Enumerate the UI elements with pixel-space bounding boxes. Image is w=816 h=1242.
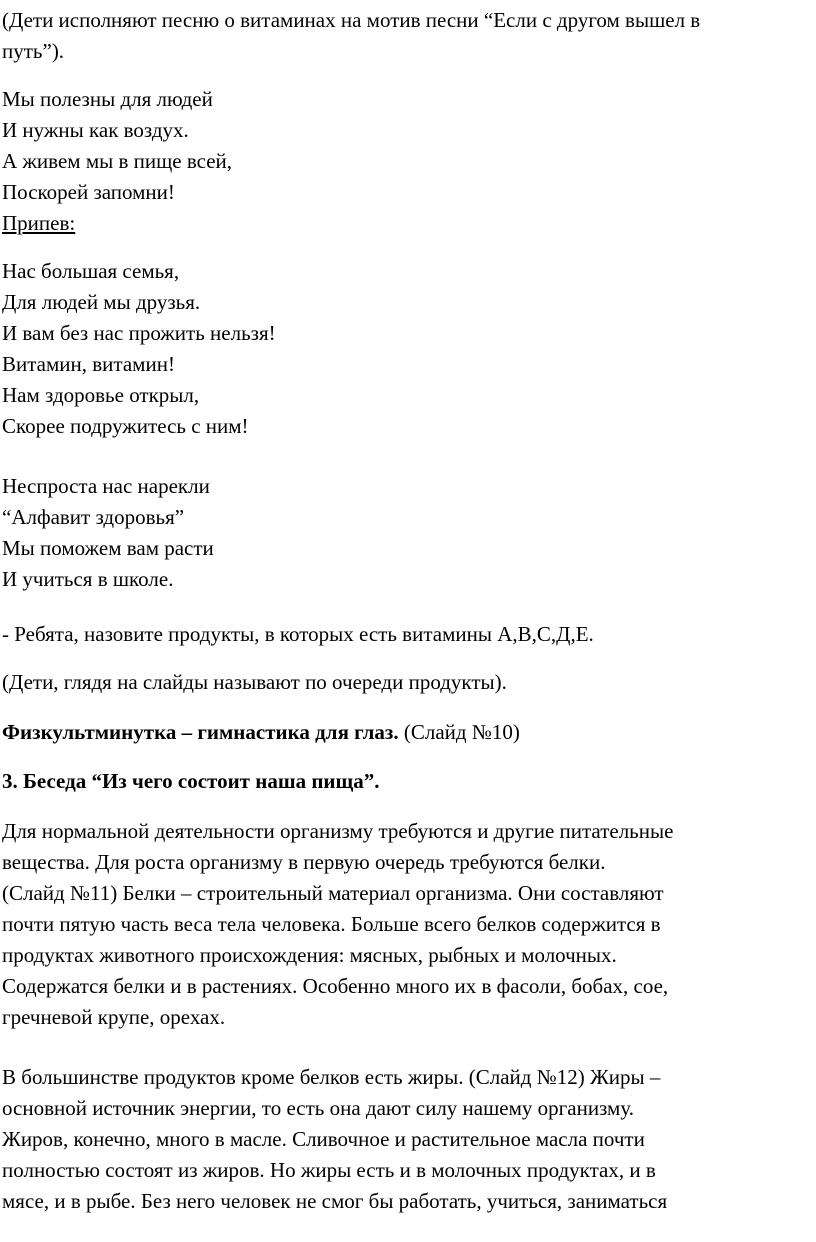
paragraph-line: продуктах животного происхождения: мясных, рыбных и молочных. xyxy=(2,943,617,967)
paragraph-line: В большинстве продуктов кроме белков есть жиры. (Слайд №12) Жиры – xyxy=(2,1065,661,1089)
song-verse-1 xyxy=(2,84,814,239)
verse-line: И учиться в школе. xyxy=(2,567,174,591)
paragraph-line: полностью состоят из жиров. Но жиры есть и в молочных продуктах, и в xyxy=(2,1158,656,1182)
intro-paragraph xyxy=(2,5,814,67)
song-verse-2 xyxy=(2,471,814,595)
fizminutka-line xyxy=(2,717,814,748)
intro-line: (Дети исполняют песню о витаминах на мотив песни “Если с другом вышел в xyxy=(2,8,701,32)
fizminutka-title: Физкультминутка – гимнастика для глаз. xyxy=(2,720,399,744)
chorus-line: И вам без нас прожить нельзя! xyxy=(2,321,276,345)
paragraph-line: вещества. Для роста организму в первую очередь требуются белки. xyxy=(2,850,606,874)
intro-line: путь”). xyxy=(2,39,65,63)
paragraph-line: основной источник энергии, то есть она дают силу нашему организму. xyxy=(2,1096,634,1120)
fats-paragraph xyxy=(2,1062,814,1217)
proteins-paragraph xyxy=(2,816,814,1033)
answer-text: (Дети, глядя на слайды называют по очереди продукты). xyxy=(2,670,507,694)
verse-line: И нужны как воздух. xyxy=(2,118,189,142)
paragraph-line: Содержатся белки и в растениях. Особенно много их в фасоли, бобах, сое, xyxy=(2,974,669,998)
song-chorus xyxy=(2,256,814,442)
section-heading: 3. Беседа “Из чего состоит наша пища”. xyxy=(2,769,380,793)
paragraph-line: мясе, и в рыбе. Без него человек не смог бы работать, учиться, заниматься xyxy=(2,1189,668,1213)
verse-line: Неспроста нас нарекли xyxy=(2,474,210,498)
verse-line: А живем мы в пище всей, xyxy=(2,149,233,173)
chorus-line: Скорее подружитесь с ним! xyxy=(2,414,249,438)
teacher-question xyxy=(2,619,814,650)
refrain-label: Припев: xyxy=(2,211,76,235)
verse-line: Мы полезны для людей xyxy=(2,87,213,111)
paragraph-line: (Слайд №11) Белки – строительный материал организма. Они составляют xyxy=(2,881,664,905)
paragraph-line: гречневой крупе, орехах. xyxy=(2,1005,226,1029)
paragraph-line: почти пятую часть веса тела человека. Больше всего белков содержится в xyxy=(2,912,661,936)
verse-line: “Алфавит здоровья” xyxy=(2,505,185,529)
chorus-line: Нам здоровье открыл, xyxy=(2,383,200,407)
chorus-line: Для людей мы друзья. xyxy=(2,290,201,314)
chorus-line: Витамин, витамин! xyxy=(2,352,175,376)
paragraph-line: Жиров, конечно, много в масле. Сливочное и растительное масла почти xyxy=(2,1127,645,1151)
fizminutka-text xyxy=(2,717,814,748)
verse-line: Поскорей запомни! xyxy=(2,180,175,204)
paragraph-line: Для нормальной деятельности организму требуются и другие питательные xyxy=(2,819,674,843)
children-answer xyxy=(2,667,814,698)
fizminutka-slide-ref: (Слайд №10) xyxy=(398,720,520,744)
section-3-heading xyxy=(2,766,814,797)
verse-line: Мы поможем вам расти xyxy=(2,536,214,560)
chorus-line: Нас большая семья, xyxy=(2,259,180,283)
question-text: - Ребята, назовите продукты, в которых есть витамины А,В,С,Д,Е. xyxy=(2,622,594,646)
